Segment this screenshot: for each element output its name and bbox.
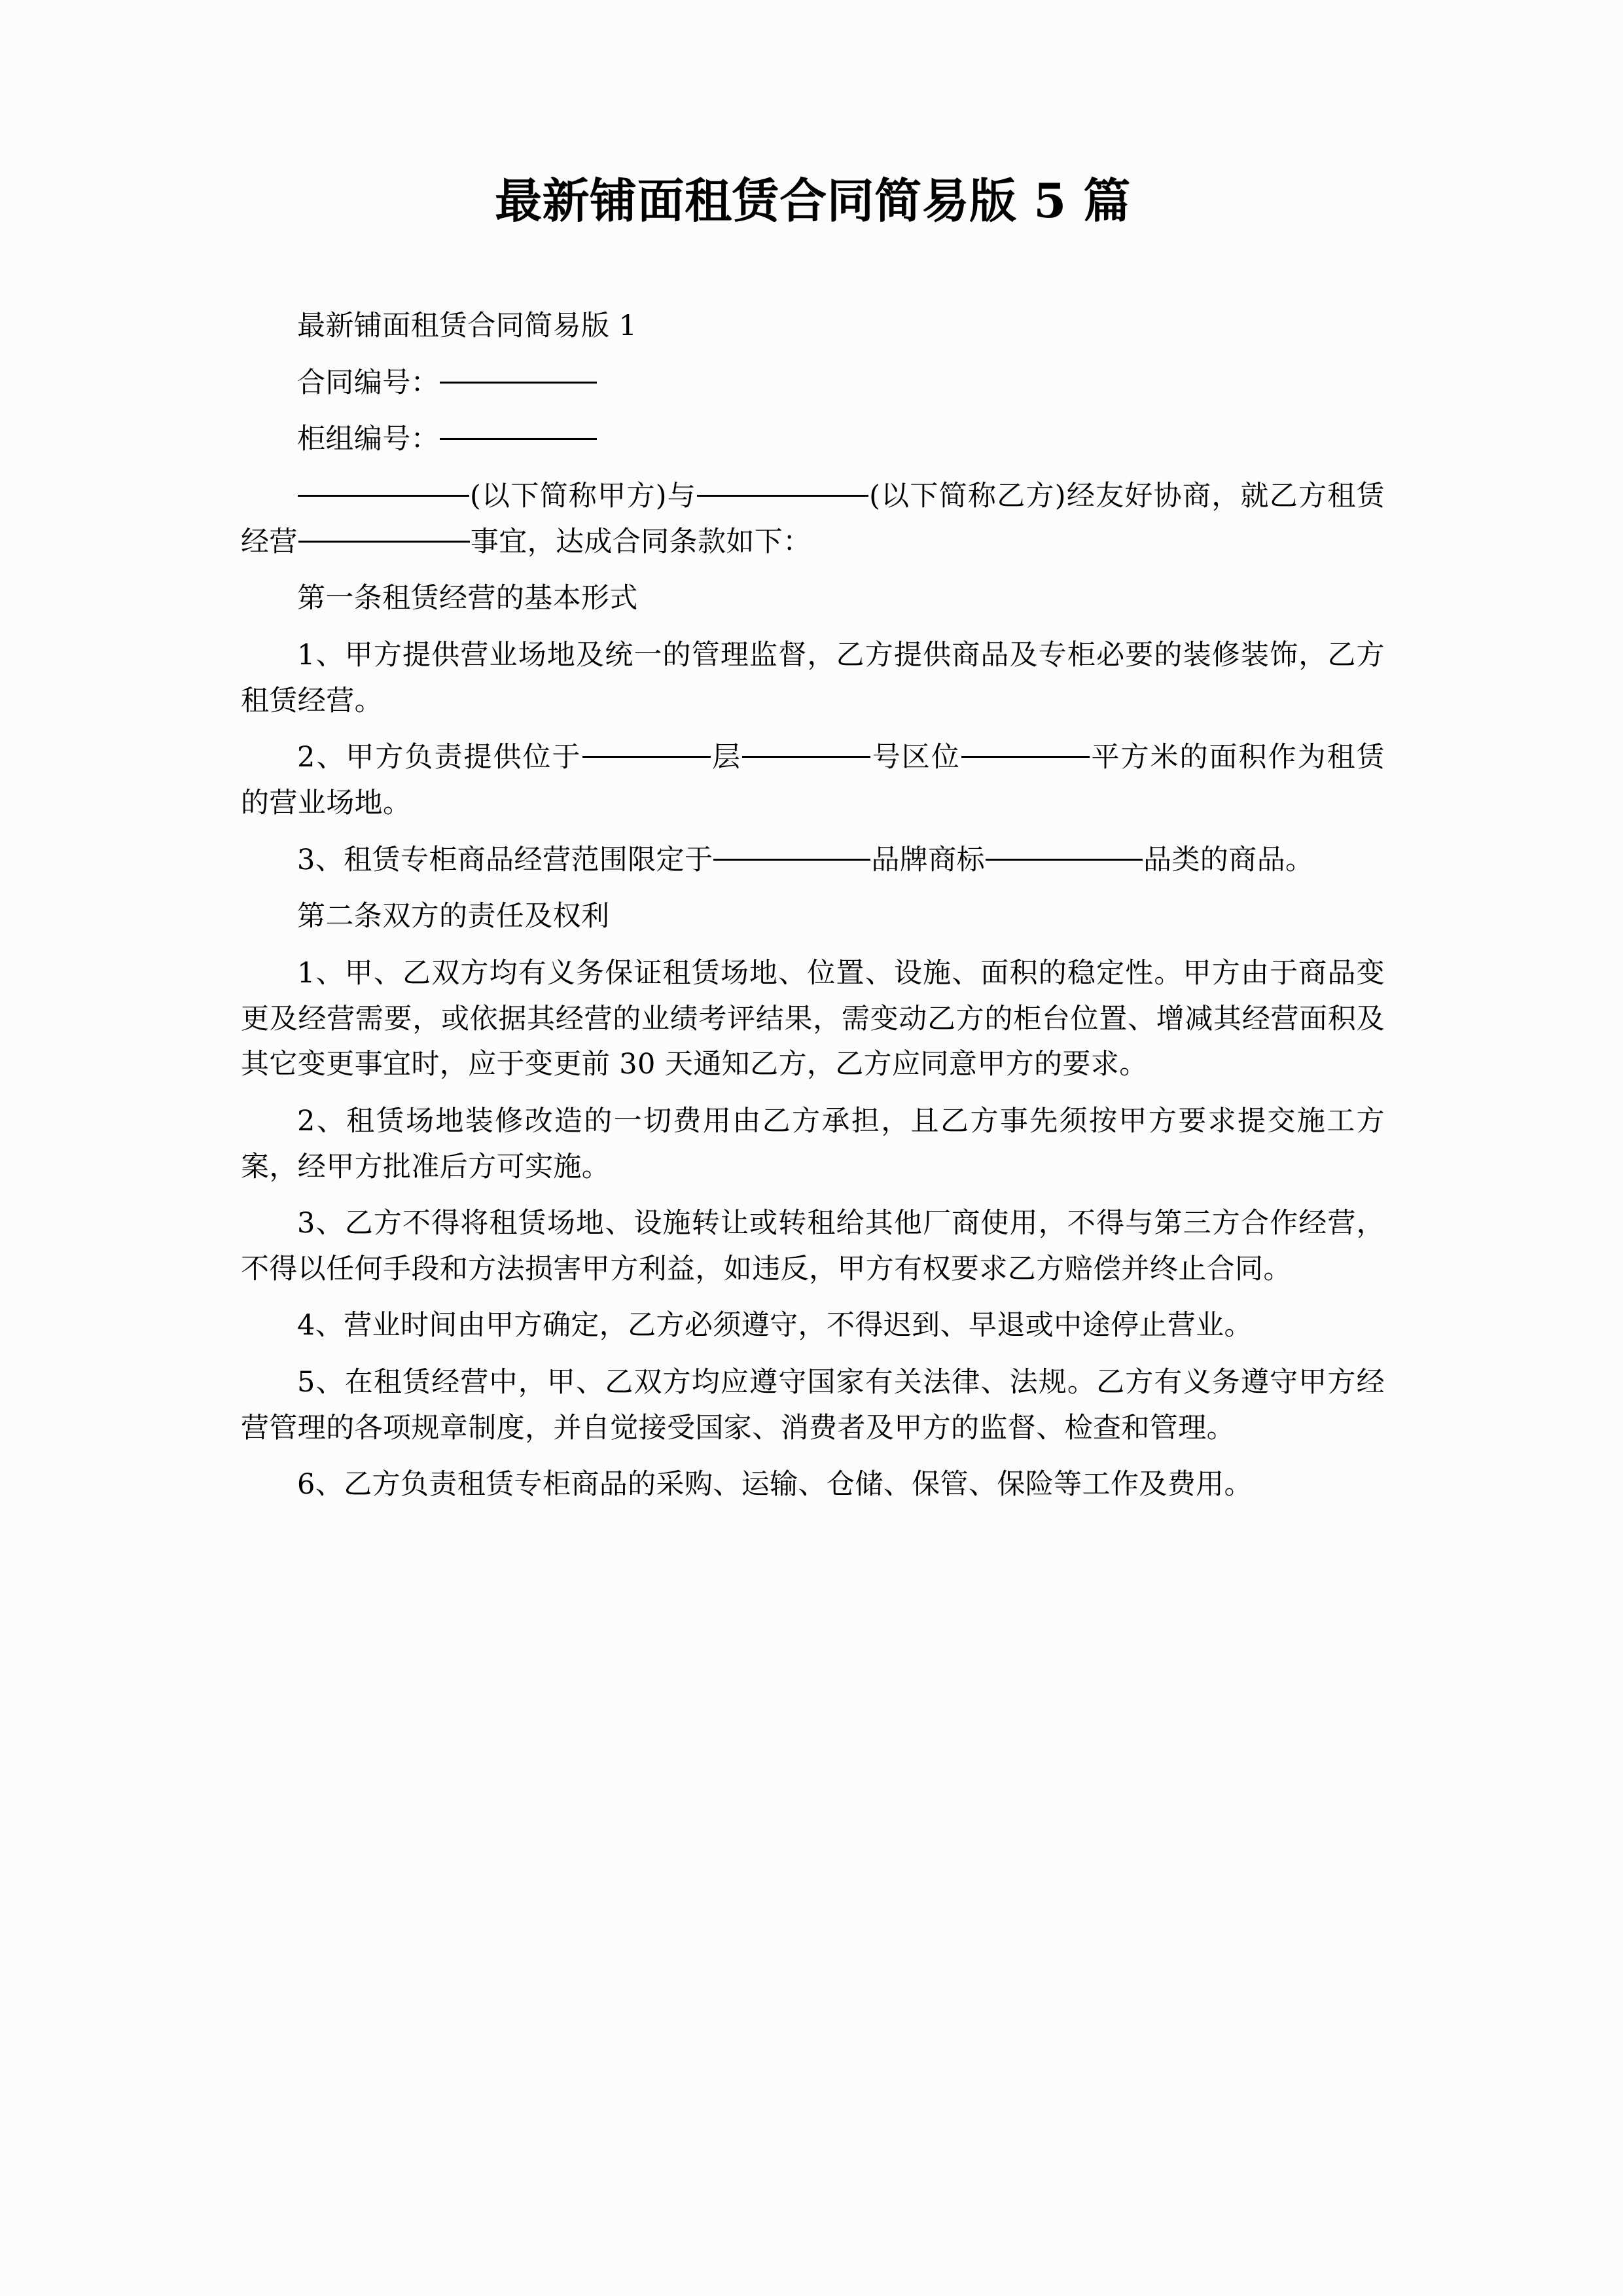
preamble-paragraph [241, 474, 1385, 565]
section-1-item-1: 1、甲方提供营业场地及统一的管理监督，乙方提供商品及专柜必要的装修装饰，乙方租赁经营。 [241, 638, 1385, 717]
document-content [241, 0, 1385, 1519]
category-blank[interactable] [986, 859, 1143, 861]
contract-number-blank[interactable] [440, 382, 597, 384]
section-1-item-3-part-0: 3、租赁专柜商品经营范围限定于 [297, 843, 713, 876]
section-1-item-2-part-3: 平方米的面积作为租赁的营业场地。 [241, 741, 1385, 819]
party-a-suffix: (以下简称甲方)与 [470, 479, 697, 512]
section-1-item-3-part-1: 品牌商标 [871, 843, 985, 876]
contract-number-field [241, 361, 1385, 406]
lease-scope-suffix: 事宜，达成合同条款如下： [470, 525, 812, 558]
section-2-item-3: 3、乙方不得将租赁场地、设施转让或转租给其他厂商使用，不得与第三方合作经营，不得以任何手段和方法损害甲方利益，如违反，甲方有权要求乙方赔偿并终止合同。 [241, 1207, 1385, 1285]
section-1-item-3-part-2: 品类的商品。 [1143, 843, 1314, 876]
zone-number-blank[interactable] [742, 756, 870, 758]
page-title: 最新铺面租赁合同简易版 5 篇 [495, 173, 1131, 228]
document-body [241, 304, 1385, 1508]
section-1-item-2-part-0: 2、甲方负责提供位于 [297, 741, 582, 774]
section-2-heading: 第二条双方的责任及权利 [297, 900, 610, 933]
section-2-item-5: 5、在租赁经营中，甲、乙双方均应遵守国家有关法律、法规。乙方有义务遵守甲方经营管理的各项规章制度，并自觉接受国家、消费者及甲方的监督、检查和管理。 [241, 1366, 1385, 1444]
section-2-item-4: 4、营业时间由甲方确定，乙方必须遵守，不得迟到、早退或中途停止营业。 [297, 1309, 1253, 1342]
contract-number-label: 合同编号： [297, 366, 439, 399]
section-1-item-2 [241, 735, 1385, 826]
brand-blank[interactable] [713, 859, 870, 861]
lease-scope-prefix: 就乙方租赁经营 [241, 479, 1385, 558]
section-1-item-2-part-1: 层 [711, 741, 742, 774]
lease-scope-blank[interactable] [298, 541, 470, 543]
counter-number-field [241, 417, 1385, 463]
section-2-item-2: 2、租赁场地装修改造的一切费用由乙方承担，且乙方事先须按甲方要求提交施工方案，经甲方批准后方可实施。 [241, 1104, 1385, 1183]
section-2-item-6: 6、乙方负责租赁专柜商品的采购、运输、仓储、保管、保险等工作及费用。 [297, 1468, 1253, 1501]
section-1-item-3 [241, 838, 1385, 884]
section-1-item-2-part-2: 号区位 [871, 741, 961, 774]
party-b-suffix: (以下简称乙方)经友好协商， [869, 479, 1241, 512]
party-a-blank[interactable] [298, 495, 469, 497]
counter-number-label: 柜组编号： [297, 423, 439, 456]
section-heading-intro: 最新铺面租赁合同简易版 1 [297, 310, 637, 342]
section-2-item-1: 1、甲、乙双方均有义务保证租赁场地、位置、设施、面积的稳定性。甲方由于商品变更及经营需要，或依据其经营的业绩考评结果，需变动乙方的柜台位置、增减其经营面积及其它变更事宜时，应于变更前 30 天通知乙方，乙方应同意甲方的要求。 [241, 956, 1385, 1081]
floor-blank[interactable] [582, 756, 711, 758]
area-blank[interactable] [961, 756, 1090, 758]
counter-number-blank[interactable] [440, 438, 597, 440]
section-1-heading: 第一条租赁经营的基本形式 [297, 582, 638, 615]
party-b-blank[interactable] [697, 495, 868, 497]
